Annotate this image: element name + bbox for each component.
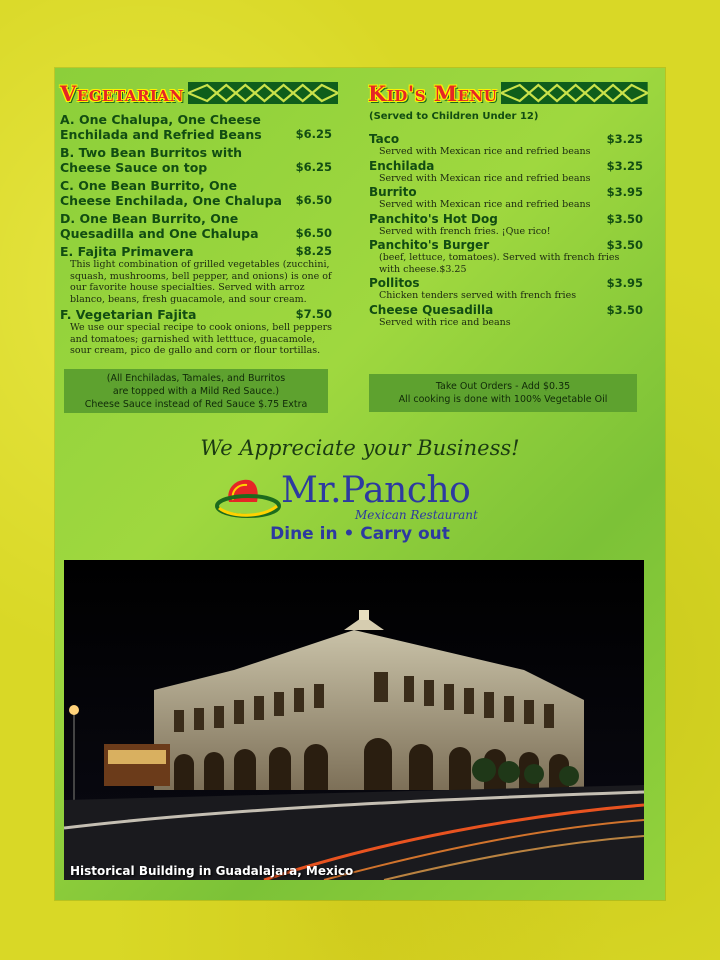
- item-name: Enchilada: [369, 158, 435, 173]
- menu-item: [60, 178, 332, 208]
- historical-building-image: [64, 560, 644, 880]
- celtic-knot-ornament: [501, 79, 648, 107]
- item-description: Served with Mexican rice and refried beans: [379, 172, 591, 184]
- item-price: $6.25: [295, 127, 332, 141]
- item-price: $6.50: [295, 226, 332, 240]
- kids-list: [369, 132, 643, 328]
- note-line: are topped with a Mild Red Sauce.): [112, 385, 280, 397]
- item-price: $3.25: [606, 158, 643, 173]
- item-description: Chicken tenders served with french fries: [379, 290, 577, 301]
- item-price: $3.50: [606, 238, 643, 252]
- vegetarian-list: [60, 112, 332, 357]
- menu-item: [60, 211, 332, 241]
- vegetarian-note-box: [64, 369, 328, 413]
- menu-item: [60, 145, 332, 175]
- appreciation-message: We Appreciate your Business!: [200, 436, 520, 460]
- logo-subtitle: Mexican Restaurant: [355, 508, 478, 522]
- kids-subtitle: (Served to Children Under 12): [369, 111, 539, 122]
- item-price: $6.25: [295, 160, 332, 174]
- note-line: (All Enchiladas, Tamales, and Burritos: [106, 372, 286, 384]
- item-price: $3.25: [606, 132, 643, 146]
- logo-name: Mr.Pancho: [281, 470, 471, 511]
- service-options: Dine in • Carry out: [270, 524, 450, 544]
- item-description: This light combination of grilled vegetables (zucchini, squash, mushrooms, bell pepper, and onions) is one of our favorite house specialties. Served with arroz blanco, beans, fresh guacamole, and sour cream.: [70, 259, 332, 305]
- item-name: Taco: [369, 132, 400, 146]
- item-name: A. One Chalupa, One Cheese Enchilada and Refried Beans: [60, 112, 262, 142]
- item-name: C. One Bean Burrito, One Cheese Enchilada, One Chalupa: [60, 178, 282, 208]
- note-line: Take Out Orders - Add $0.35: [435, 381, 571, 392]
- item-price: $7.50: [295, 307, 332, 321]
- menu-item: [369, 238, 643, 275]
- item-description: (beef, lettuce, tomatoes). Served with french fries with cheese.$3.25: [379, 252, 620, 275]
- kids-header: [368, 78, 648, 108]
- item-description: Served with Mexican rice and refried beans: [379, 146, 591, 157]
- item-description: Served with rice and beans: [379, 316, 511, 328]
- item-name: Panchito's Hot Dog: [369, 211, 498, 226]
- note-line: Cheese Sauce instead of Red Sauce $.75 Extra: [84, 398, 308, 410]
- menu-item: [369, 132, 643, 158]
- item-description: Served with Mexican rice and refried beans: [379, 199, 591, 210]
- item-price: $3.50: [606, 211, 643, 226]
- menu-item: [60, 307, 332, 357]
- menu-item: [369, 185, 643, 211]
- kids-title: Kid's Menu: [368, 80, 498, 106]
- celtic-knot-ornament: [188, 79, 338, 107]
- menu-item: [60, 244, 332, 305]
- kids-note-box: [369, 374, 637, 412]
- item-name: Cheese Quesadilla: [369, 302, 494, 317]
- item-name: B. Two Bean Burritos with Cheese Sauce on top: [60, 145, 243, 175]
- item-price: $3.95: [606, 276, 643, 290]
- vegetarian-header: [60, 78, 338, 108]
- item-name: E. Fajita Primavera: [60, 244, 194, 259]
- note-line: All cooking is done with 100% Vegetable Oil: [398, 394, 608, 405]
- item-price: $3.95: [606, 185, 643, 199]
- item-price: $6.50: [295, 193, 332, 207]
- menu-item: [369, 212, 643, 238]
- item-description: We use our special recipe to cook onions, bell peppers and tomatoes; garnished with letttuce, guacamole, sour cream, pico de gallo and corn or flour tortillas.: [70, 322, 332, 356]
- item-name: D. One Bean Burrito, One Quesadilla and One Chalupa: [60, 211, 259, 241]
- item-name: Panchito's Burger: [369, 238, 490, 252]
- menu-item: [369, 276, 643, 302]
- menu-item: [369, 159, 643, 185]
- item-description: Served with french fries. ¡Que rico!: [379, 225, 551, 237]
- item-price: $3.50: [606, 302, 643, 317]
- item-name: F. Vegetarian Fajita: [60, 307, 197, 322]
- photo-caption: Historical Building in Guadalajara, Mexico: [70, 864, 354, 878]
- menu-panel: [55, 68, 665, 900]
- sombrero-icon: [215, 474, 281, 526]
- menu-item: [369, 303, 643, 329]
- guadalajara-photo: [64, 560, 644, 880]
- menu-item: [60, 112, 332, 142]
- item-name: Burrito: [369, 185, 417, 199]
- item-price: $8.25: [295, 244, 332, 258]
- restaurant-logo: [215, 470, 515, 530]
- vegetarian-title: Vegetarian: [60, 80, 184, 106]
- item-name: Pollitos: [369, 276, 420, 290]
